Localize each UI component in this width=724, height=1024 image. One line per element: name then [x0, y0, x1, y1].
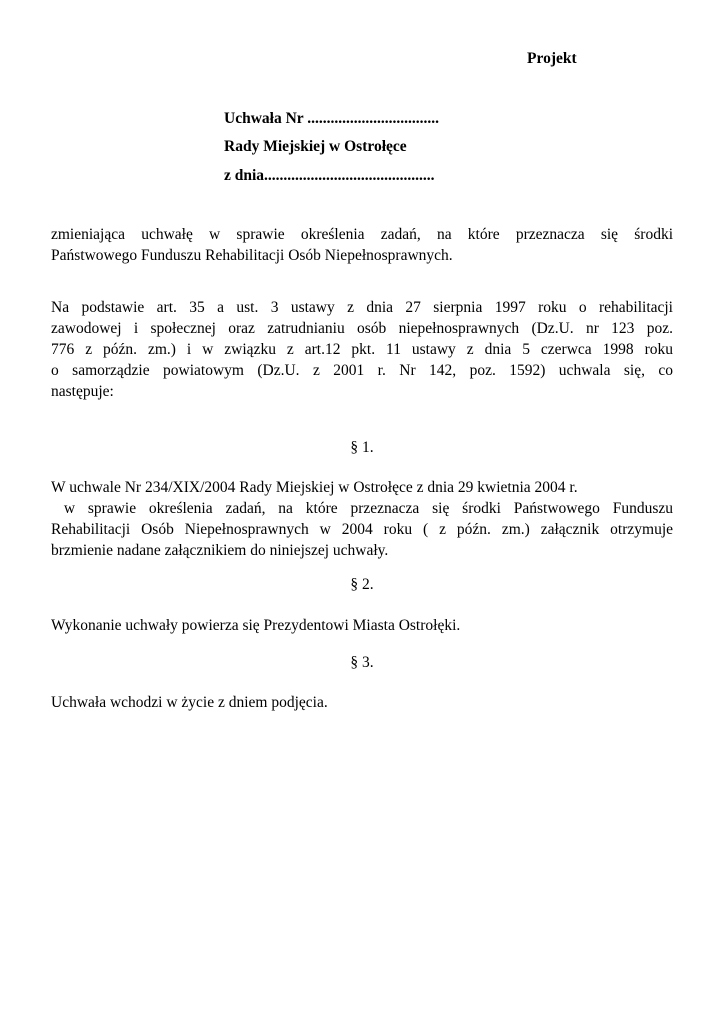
text-line: zawodowej i społecznej oraz zatrudnianiu osób niepełnosprawnych (Dz.U. nr 123 poz.: [51, 320, 673, 337]
resolution-subject: [51, 224, 673, 266]
text-line: W uchwale Nr 234/XIX/2004 Rady Miejskiej w Ostrołęce z dnia 29 kwietnia 2004 r.: [51, 479, 578, 496]
text-line: o samorządzie powiatowym (Dz.U. z 2001 r. Nr 142, poz. 1592) uchwala się, co: [51, 362, 673, 379]
text-line: zmieniająca uchwałę w sprawie określenia zadań, na które przeznacza się środki: [51, 226, 673, 243]
text-line: brzmienie nadane załącznikiem do niniejszej uchwały.: [51, 542, 389, 559]
text-line: Rehabilitacji Osób Niepełnosprawnych w 2004 roku ( z późn. zm.) załącznik otrzymuje: [51, 521, 673, 538]
section-mark-3: § 3.: [350, 654, 374, 671]
resolution-date-line: z dnia............................................: [224, 167, 435, 184]
section-mark-1: § 1.: [350, 439, 374, 456]
text-line: Państwowego Funduszu Rehabilitacji Osób Niepełnosprawnych.: [51, 247, 453, 264]
legal-basis-paragraph: [51, 297, 673, 402]
section-mark-2: § 2.: [350, 576, 374, 593]
resolution-number-line: Uchwała Nr ..................................: [224, 110, 439, 127]
text-line: w sprawie określenia zadań, na które przeznacza się środki Państwowego Funduszu: [51, 500, 673, 517]
projekt-label: Projekt: [527, 50, 577, 67]
text-line: 776 z późn. zm.) i w związku z art.12 pkt. 11 ustawy z dnia 5 czerwca 1998 roku: [51, 341, 673, 358]
section-2-paragraph: [51, 615, 673, 636]
text-line: Na podstawie art. 35 a ust. 3 ustawy z dnia 27 sierpnia 1997 roku o rehabilitacji: [51, 299, 673, 316]
council-name-line: Rady Miejskiej w Ostrołęce: [224, 138, 407, 155]
section-3-paragraph: [51, 692, 673, 713]
text-line: Wykonanie uchwały powierza się Prezydentowi Miasta Ostrołęki.: [51, 617, 461, 634]
text-line: Uchwała wchodzi w życie z dniem podjęcia.: [51, 694, 328, 711]
section-1-paragraph: [51, 477, 673, 561]
text-line: następuje:: [51, 383, 114, 400]
